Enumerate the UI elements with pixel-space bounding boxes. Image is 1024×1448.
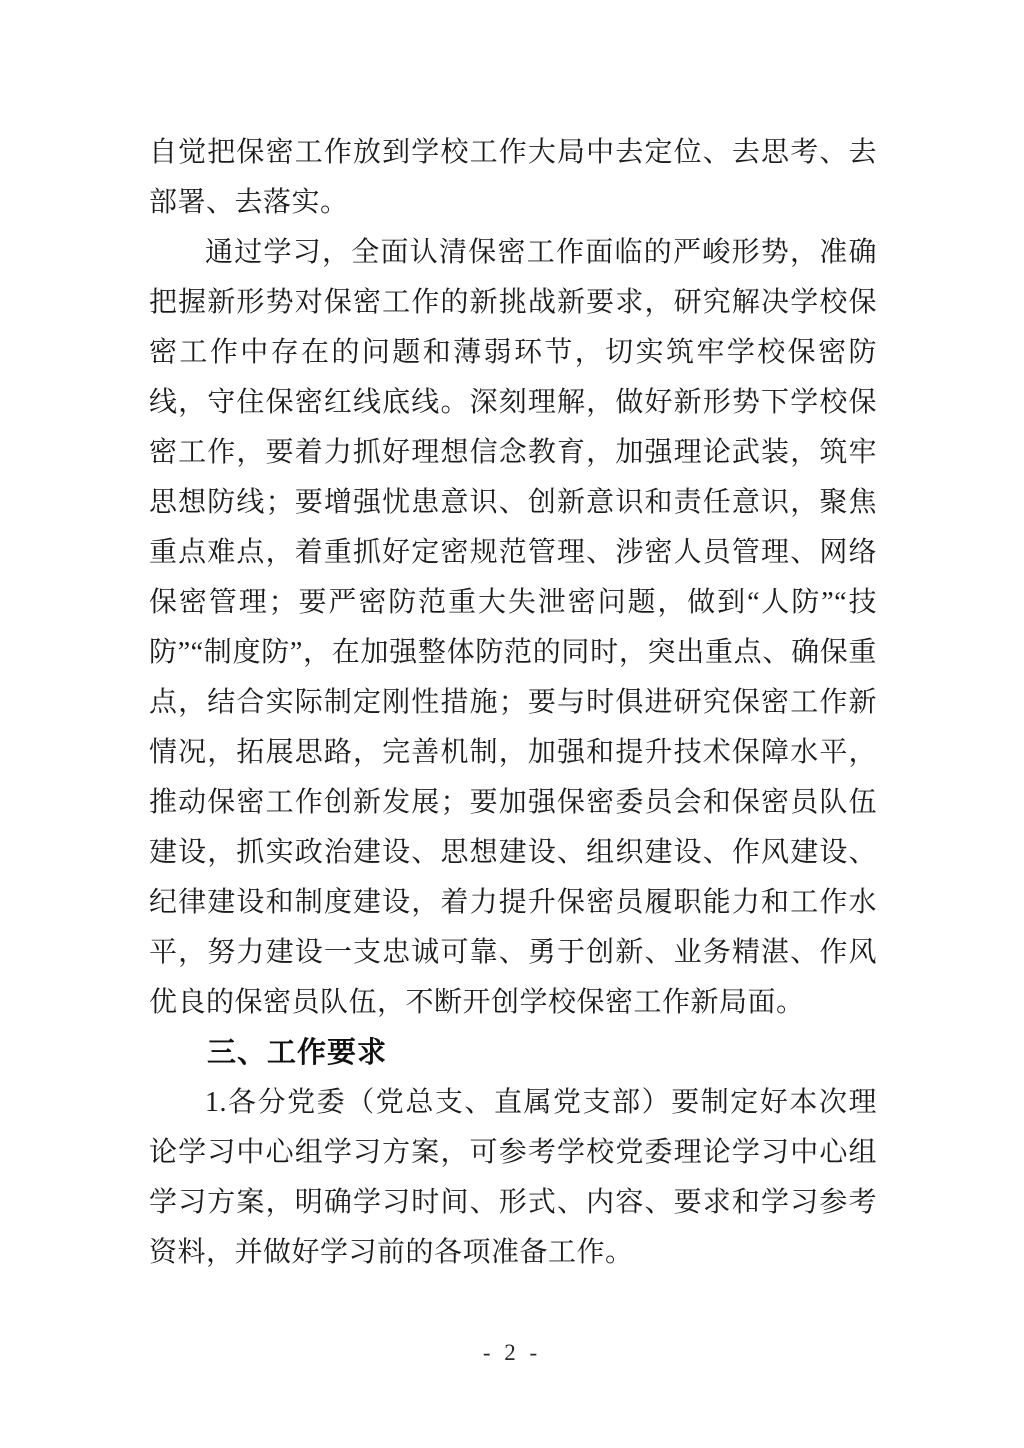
paragraph-study-summary: 通过学习，全面认清保密工作面临的严峻形势，准确把握新形势对保密工作的新挑战新要求，研究解决学校保密工作中存在的问题和薄弱环节，切实筑牢学校保密防线，守住保密红线底线。深刻理解，做好新形势下学校保密工作，要着力抓好理想信念教育，加强理论武装，筑牢思想防线；要增强忧患意识、创新意识和责任意识，聚焦重点难点，着重抓好定密规范管理、涉密人员管理、网络保密管理；要严密防范重大失泄密问题，做到“人防”“技防”“制度防”，在加强整体防范的同时，突出重点、确保重点，结合实际制定刚性措施；要与时俱进研究保密工作新情况，拓展思路，完善机制，加强和提升技术保障水平，推动保密工作创新发展；要加强保密委员会和保密员队伍建设，抓实政治建设、思想建设、组织建设、作风建设、纪律建设和制度建设，着力提升保密员履职能力和工作水平，努力建设一支忠诚可靠、勇于创新、业务精湛、作风优良的保密员队伍，不断开创学校保密工作新局面。	[149, 237, 877, 1018]
document-body	[149, 128, 877, 1278]
page-number: - 2 -	[482, 1340, 542, 1365]
section-heading-work-requirements: 三、工作要求	[207, 1037, 388, 1069]
paragraph-continuation: 自觉把保密工作放到学校工作大局中去定位、去思考、去部署、去落实。	[149, 137, 877, 218]
paragraph-requirement-1: 1.各分党委（党总支、直属党支部）要制定好本次理论学习中心组学习方案，可参考学校党委理论学习中心组学习方案，明确学习时间、形式、内容、要求和学习参考资料，并做好学习前的各项准备工作。	[149, 1087, 877, 1268]
